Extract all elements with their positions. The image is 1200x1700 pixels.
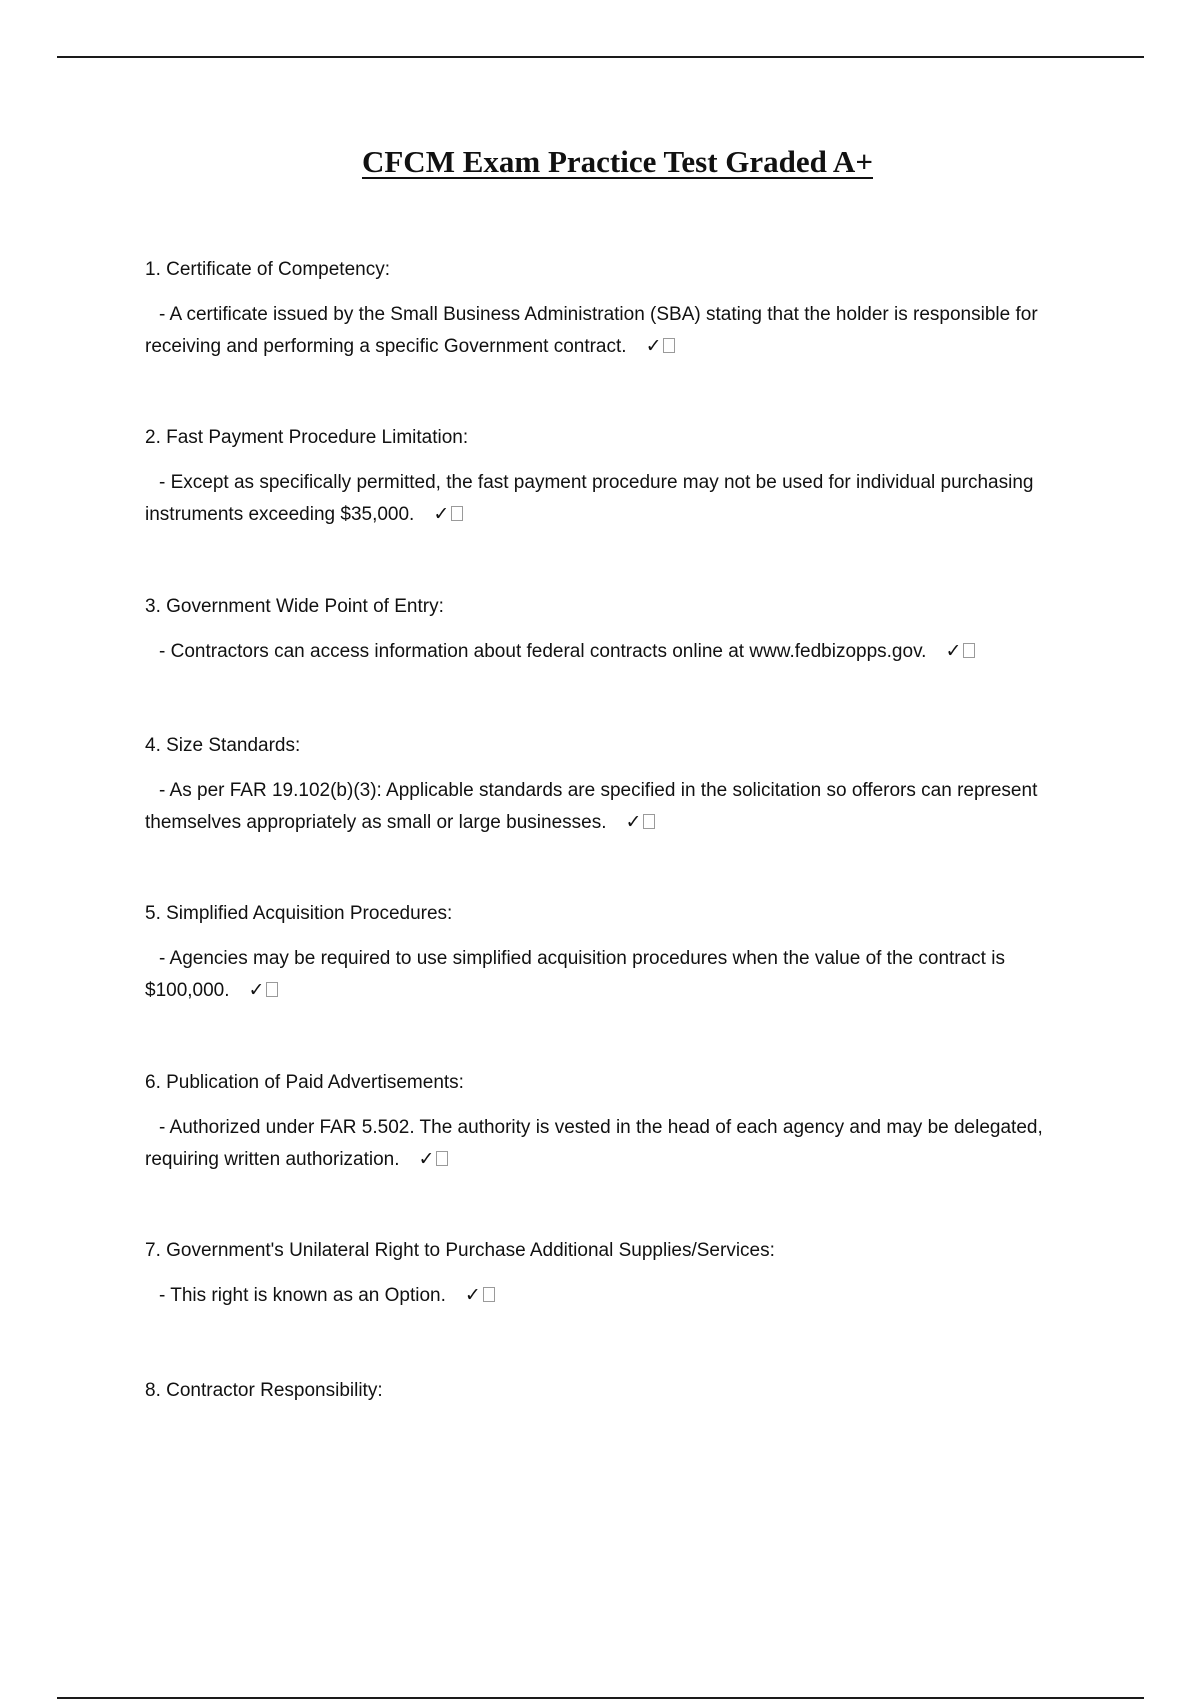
check-mark-icon: ✓ (945, 641, 962, 662)
document-title-text: CFCM Exam Practice Test Graded A+ (361, 144, 873, 179)
qa-item-5 (145, 901, 1085, 1007)
question-text: 7. Government's Unilateral Right to Purchase Additional Supplies/Services: (145, 1240, 775, 1261)
question-text: 5. Simplified Acquisition Procedures: (145, 903, 453, 924)
answer-block (145, 943, 1085, 1007)
answer-text: - Except as specifically permitted, the fast payment procedure may not be used for individual purchasing instruments exceeding $35,000. (145, 472, 1034, 525)
answer-text: - Authorized under FAR 5.502. The authority is vested in the head of each agency and may be delegated, requiring written authorization. (145, 1117, 1043, 1170)
document-title (0, 142, 1200, 182)
qa-item-3 (145, 594, 1085, 668)
check-mark-icon: ✓ (464, 1285, 481, 1306)
empty-box-icon (663, 338, 675, 353)
check-mark-icon: ✓ (418, 1149, 435, 1170)
empty-box-icon (963, 643, 975, 658)
qa-item-4 (145, 733, 1085, 839)
qa-item-1 (145, 257, 1085, 363)
question-text: 4. Size Standards: (145, 735, 301, 756)
empty-box-icon (643, 814, 655, 829)
answer-block (145, 1280, 1085, 1312)
answer-block (145, 1112, 1085, 1176)
question-text: 2. Fast Payment Procedure Limitation: (145, 427, 469, 448)
empty-box-icon (451, 506, 463, 521)
qa-item-7 (145, 1238, 1085, 1312)
check-mark-icon: ✓ (645, 336, 662, 357)
qa-item-2 (145, 425, 1085, 531)
question-text: 3. Government Wide Point of Entry: (145, 596, 444, 617)
header-rule (57, 56, 1144, 58)
answer-block (145, 636, 1085, 668)
question-text: 8. Contractor Responsibility: (145, 1380, 383, 1401)
answer-text: - Contractors can access information about federal contracts online at www.fedbizopps.gov. (159, 641, 927, 662)
empty-box-icon (483, 1287, 495, 1302)
answer-text: - As per FAR 19.102(b)(3): Applicable standards are specified in the solicitation so offerors can represent themselves appropriately as small or large businesses. (145, 780, 1038, 833)
check-mark-icon: ✓ (433, 504, 450, 525)
qa-item-6 (145, 1070, 1085, 1176)
check-mark-icon: ✓ (625, 812, 642, 833)
answer-text: - Agencies may be required to use simplified acquisition procedures when the value of the contract is $100,000. (145, 948, 1005, 1001)
empty-box-icon (436, 1151, 448, 1166)
answer-text: - A certificate issued by the Small Business Administration (SBA) stating that the holder is responsible for receiving and performing a specific Government contract. (145, 304, 1038, 357)
answer-block (145, 467, 1085, 531)
footer-rule (57, 1697, 1144, 1699)
question-text: 6. Publication of Paid Advertisements: (145, 1072, 464, 1093)
empty-box-icon (266, 982, 278, 997)
answer-text: - This right is known as an Option. (159, 1285, 446, 1306)
qa-item-8 (145, 1378, 1085, 1404)
answer-block (145, 299, 1085, 363)
answer-block (145, 775, 1085, 839)
check-mark-icon: ✓ (248, 980, 265, 1001)
question-text: 1. Certificate of Competency: (145, 259, 390, 280)
